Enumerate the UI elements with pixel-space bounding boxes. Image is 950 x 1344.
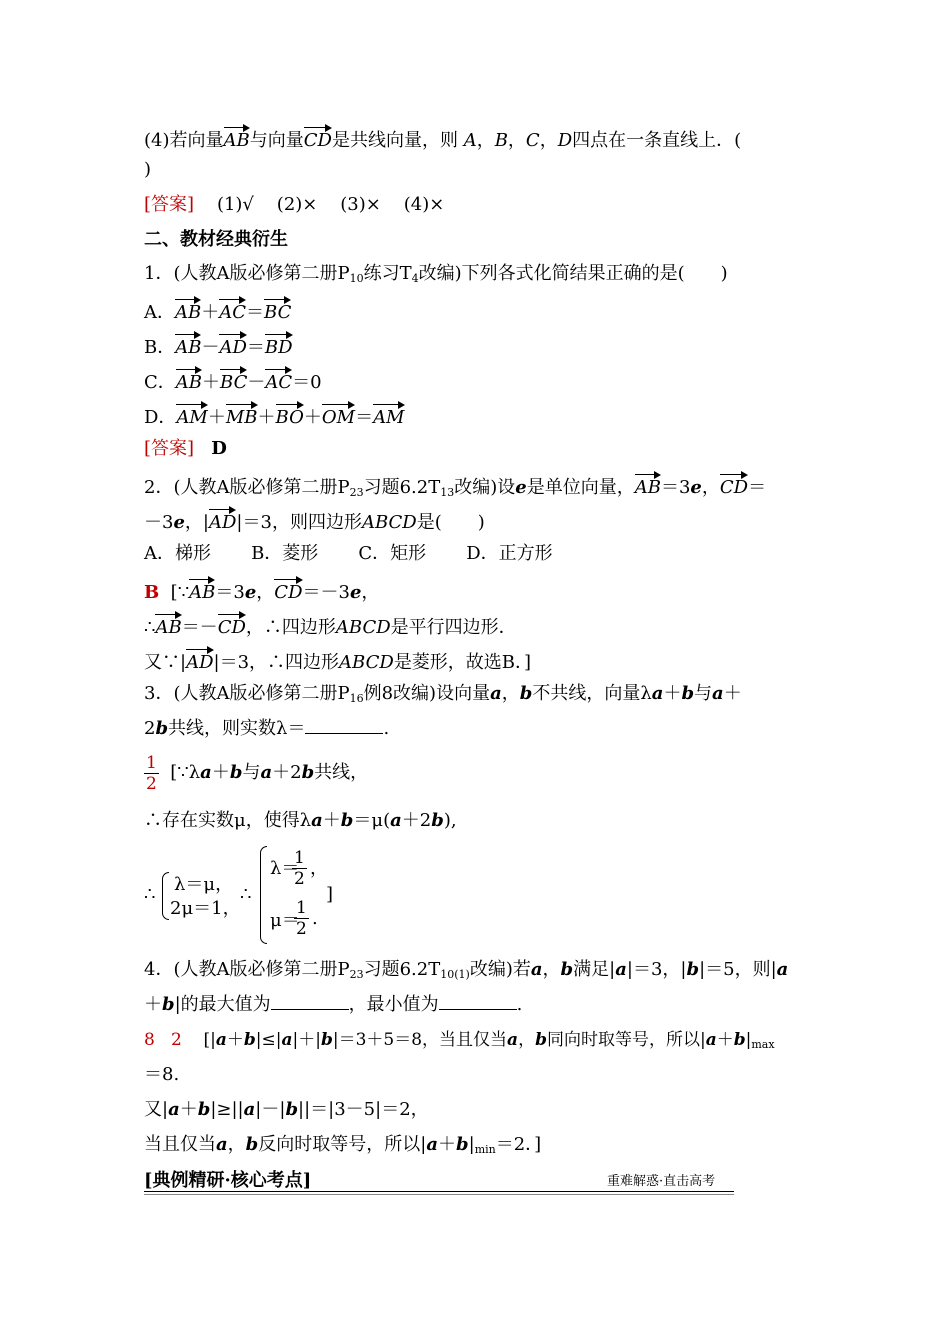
- text: 2μ＝1，: [170, 898, 241, 919]
- text: 又∵|: [144, 652, 187, 673]
- text: min: [474, 1143, 496, 1156]
- q3-solution-line2: [144, 809, 457, 833]
- point-B: B: [494, 130, 508, 151]
- text: |＋|: [292, 1030, 321, 1050]
- q2-solution-line1: [144, 577, 379, 605]
- text: .: [516, 994, 523, 1015]
- text: λ＝: [270, 858, 300, 879]
- text: 4．(人教A版必修第二册P: [144, 959, 350, 980]
- text: 共线，则实数λ＝: [168, 718, 306, 739]
- text: a: [426, 1134, 439, 1155]
- text: 2: [294, 869, 305, 889]
- q1-option-b: B．AB－AD＝BD: [144, 332, 293, 360]
- vector-AB: AB: [176, 367, 202, 395]
- text: ]: [326, 884, 334, 905]
- text: b: [155, 718, 169, 739]
- text: 是( ): [416, 512, 485, 533]
- vector-CD: CD: [218, 612, 246, 640]
- text: 1．(人教A版必修第二册P: [144, 263, 350, 284]
- text: ＋2: [401, 810, 432, 831]
- text: 反向时取等号，所以|: [258, 1134, 427, 1155]
- text: .: [312, 908, 318, 929]
- text: ＝: [748, 477, 767, 498]
- vector-AC: AC: [265, 367, 292, 395]
- vector-BD: BD: [265, 332, 293, 360]
- answer-value: D: [211, 438, 227, 459]
- text: ＋: [144, 994, 162, 1015]
- text: 1: [294, 848, 305, 868]
- text: e: [244, 582, 257, 603]
- vector-BC: BC: [264, 297, 291, 325]
- text: ，: [256, 582, 275, 603]
- text: b: [229, 762, 243, 783]
- vector-AM: AM: [176, 402, 207, 430]
- text: ||＝|3－5|＝2，: [298, 1099, 429, 1120]
- text: b: [686, 959, 700, 980]
- answer-3: (3)×: [340, 194, 381, 215]
- text: [∵: [170, 582, 190, 603]
- text: ): [144, 159, 152, 180]
- text: a: [490, 683, 502, 704]
- text: 2: [146, 773, 157, 794]
- vector-MB: MB: [226, 402, 258, 430]
- q1-option-d: D．AM＋MB＋BO＋OM＝AM: [144, 402, 405, 430]
- text: A．: [144, 302, 175, 323]
- text: 2．(人教A版必修第二册P: [144, 477, 350, 498]
- vector-AB: AB: [175, 297, 201, 325]
- text: 练习T: [363, 263, 412, 284]
- text: ＋: [179, 1099, 198, 1120]
- vector-AD: AD: [186, 647, 213, 675]
- text: a: [216, 1134, 228, 1155]
- text: a: [615, 959, 627, 980]
- text: |: [468, 1134, 475, 1155]
- item4-line1: (4)若向量AB与向量CD是共线向量，则 A，B，C，D四点在一条直线上．(: [144, 125, 741, 153]
- vector-CD: CD: [274, 577, 302, 605]
- text: ＋: [226, 1030, 244, 1050]
- text: 2: [144, 718, 156, 739]
- vector-AD: AD: [219, 332, 246, 360]
- text: ，: [227, 1134, 246, 1155]
- text: 习题6.2T: [363, 477, 441, 498]
- text: |的最大值为: [174, 994, 271, 1015]
- text: ＝3: [215, 582, 245, 603]
- text: 1: [146, 752, 157, 773]
- text: ，: [361, 582, 380, 603]
- item4-num: (4): [144, 130, 170, 151]
- text: ＝0: [292, 372, 322, 393]
- text: D．: [144, 407, 177, 428]
- q2-stem-line2: [144, 507, 485, 535]
- text: b: [431, 810, 444, 831]
- answer-tag: [答案]: [144, 438, 195, 459]
- q3-solution-line1: [144, 752, 368, 794]
- answer-tag: [答案]: [144, 194, 195, 215]
- q4-solution-line2: [144, 1063, 179, 1087]
- text: 13: [440, 486, 455, 499]
- text: 4: [411, 272, 419, 285]
- text: λ＝μ，: [174, 874, 234, 895]
- answer-value: B: [144, 582, 160, 603]
- vector-AB: AB: [155, 612, 181, 640]
- answer-fraction: [144, 753, 159, 794]
- text: ∴存在实数μ，使得λ: [144, 810, 312, 831]
- text: 与向量: [249, 130, 304, 151]
- text: 例8改编)设向量: [363, 683, 491, 704]
- vector-CD: CD: [720, 472, 748, 500]
- text: max: [751, 1038, 775, 1051]
- text: 1: [296, 898, 307, 918]
- point-D: D: [557, 130, 573, 151]
- answer-blank: [305, 717, 383, 734]
- text: ＋: [663, 683, 682, 704]
- equation-system: [144, 846, 344, 946]
- text: 同向时取等号，所以|: [546, 1030, 706, 1050]
- text: a: [243, 1099, 256, 1120]
- text: μ＝: [270, 910, 300, 931]
- text: a: [311, 810, 323, 831]
- text: 是单位向量，: [526, 477, 635, 498]
- text: 23: [349, 486, 364, 499]
- text: a: [712, 683, 724, 704]
- text: ＋2: [272, 762, 302, 783]
- text: ＋: [716, 1030, 734, 1050]
- left-brace: [260, 846, 267, 944]
- text: B．: [144, 337, 176, 358]
- text: ＝－: [181, 617, 218, 638]
- text: ＋: [438, 1134, 457, 1155]
- text: －3: [144, 512, 174, 533]
- text: b: [285, 1099, 299, 1120]
- text: 10: [349, 272, 364, 285]
- vector-AB: AB: [175, 332, 201, 360]
- vector-AC: AC: [219, 297, 246, 325]
- q4-solution-line4: [144, 1133, 541, 1162]
- text: e: [349, 582, 362, 603]
- text: e: [690, 477, 702, 498]
- text: e: [173, 512, 185, 533]
- q4-solution-line1: [144, 1028, 775, 1057]
- text: A．梯形: [144, 543, 211, 564]
- text: e: [515, 477, 527, 498]
- vector-CD: CD: [304, 125, 332, 153]
- text: ＝8.: [144, 1064, 180, 1085]
- vector-BC: BC: [220, 367, 247, 395]
- section-heading: 二、教材经典衍生: [144, 229, 288, 250]
- text: 若向量: [169, 130, 224, 151]
- text: ，: [518, 1030, 536, 1050]
- vector-AB: AB: [224, 125, 250, 153]
- vector-AM: AM: [373, 402, 404, 430]
- text: |: [745, 1030, 752, 1050]
- text: 与: [694, 683, 713, 704]
- text: b: [340, 810, 354, 831]
- text: ，: [310, 858, 328, 879]
- text: a: [168, 1099, 180, 1120]
- text: b: [197, 1099, 211, 1120]
- text: 共线，: [314, 762, 369, 783]
- text: b: [535, 1030, 547, 1050]
- text: [|: [203, 1030, 216, 1050]
- text: a: [260, 762, 273, 783]
- q2-solution-line2: [144, 612, 517, 640]
- text: 不共线，向量λ: [532, 683, 652, 704]
- q1-option-a: A．AB＋AC＝BC: [144, 297, 291, 325]
- q2-solution-line3: [144, 647, 531, 675]
- q4-stem-line2: [144, 993, 522, 1017]
- text: a: [530, 959, 543, 980]
- q2-stem-line1: [144, 472, 766, 505]
- text: ，|: [184, 512, 209, 533]
- text: 是菱形，故选B．]: [393, 652, 532, 673]
- text: 改编)若: [469, 959, 531, 980]
- text: 改编)下列各式化简结果正确的是( ): [418, 263, 728, 284]
- text: 是平行四边形．: [390, 617, 517, 638]
- text: ＋: [723, 683, 742, 704]
- text: ，: [501, 683, 520, 704]
- answer-blank: [439, 993, 517, 1010]
- vector-AB: AB: [189, 577, 215, 605]
- text: 3．(人教A版必修第二册P: [144, 683, 350, 704]
- text: ，: [701, 477, 720, 498]
- answer-value: 8: [144, 1030, 155, 1050]
- q1-option-c: C．AB＋BC－AC＝0: [144, 367, 322, 395]
- fraction-half: [292, 848, 307, 889]
- text: 23: [349, 968, 364, 981]
- text: b: [245, 1134, 259, 1155]
- text: a: [390, 810, 402, 831]
- text: b: [681, 683, 695, 704]
- text: 2: [296, 919, 307, 939]
- text: ∴: [240, 884, 252, 905]
- q1-stem: [144, 262, 728, 291]
- answer-1: (1)√: [216, 194, 254, 215]
- text: |－|: [255, 1099, 286, 1120]
- text: [∵λ: [170, 762, 201, 783]
- fraction-half: [294, 898, 309, 939]
- answer-4: (4)×: [403, 194, 445, 215]
- text: |≥||: [210, 1099, 244, 1120]
- text: 又|: [144, 1099, 169, 1120]
- vector-BO: BO: [276, 402, 304, 430]
- text: ，: [542, 959, 561, 980]
- divider: [144, 1194, 734, 1195]
- text: 习题6.2T: [363, 959, 441, 980]
- left-brace: [162, 872, 169, 920]
- text: b: [301, 762, 315, 783]
- text: ＋: [211, 762, 230, 783]
- text: D．正方形: [466, 543, 553, 564]
- q4-stem-line1: [144, 958, 788, 987]
- text: b: [320, 1030, 333, 1050]
- q3-stem-line1: [144, 682, 742, 711]
- vector-AD: AD: [209, 507, 236, 535]
- text: 与: [242, 762, 261, 783]
- text: .: [383, 718, 390, 739]
- text: 10(1): [440, 968, 470, 981]
- answer-row-1: [144, 193, 444, 217]
- text: ∴: [144, 617, 156, 638]
- q4-solution-line3: [144, 1098, 429, 1122]
- text: ＝3: [660, 477, 691, 498]
- text: ABCD: [335, 617, 391, 638]
- answer-blank: [271, 993, 349, 1010]
- text: b: [243, 1030, 256, 1050]
- answer-value: 2: [171, 1030, 182, 1050]
- text: |＝5，则|: [699, 959, 777, 980]
- text: b: [162, 994, 175, 1015]
- text: ，∴四边形: [245, 617, 336, 638]
- text: ∴: [144, 884, 156, 905]
- q3-stem-line2: [144, 717, 389, 741]
- text: ABCD: [339, 652, 394, 673]
- text: |＝3，∴四边形: [213, 652, 340, 673]
- text: ＝－3: [302, 582, 350, 603]
- text: 满足|: [573, 959, 616, 980]
- text: ，最小值为: [348, 994, 439, 1015]
- text: a: [651, 683, 664, 704]
- item4-line2: [144, 158, 151, 182]
- text: ),: [443, 810, 457, 831]
- text: |＝3，则四边形: [236, 512, 362, 533]
- text: ABCD: [361, 512, 417, 533]
- text: ＝2．]: [495, 1134, 542, 1155]
- text: 当且仅当: [144, 1134, 216, 1155]
- text: 是共线向量，则: [331, 130, 458, 151]
- text: a: [705, 1030, 717, 1050]
- text: a: [200, 762, 212, 783]
- point-A: A: [463, 130, 477, 151]
- text: b: [560, 959, 574, 980]
- divider: [144, 1191, 734, 1192]
- text: b: [519, 683, 533, 704]
- text: C．: [144, 372, 176, 393]
- point-C: C: [525, 130, 540, 151]
- text: a: [215, 1030, 227, 1050]
- text: |≤|: [255, 1030, 282, 1050]
- section-banner-subtitle: 重难解惑·直击高考: [607, 1174, 716, 1189]
- vector-AB: AB: [635, 472, 661, 500]
- text: 改编)设: [454, 477, 516, 498]
- text: a: [507, 1030, 519, 1050]
- answer-2: (2)×: [276, 194, 318, 215]
- text: ＋: [322, 810, 341, 831]
- text: 16: [349, 692, 364, 705]
- text: b: [456, 1134, 469, 1155]
- section-banner-title: [典例精研·核心考点]: [144, 1170, 312, 1191]
- q2-options: [144, 542, 553, 566]
- text: b: [733, 1030, 746, 1050]
- text: ＝μ(: [353, 810, 391, 831]
- vector-OM: OM: [322, 402, 355, 430]
- text: C．矩形: [358, 543, 427, 564]
- text: a: [281, 1030, 293, 1050]
- text: a: [776, 959, 789, 980]
- q1-answer: [144, 437, 227, 461]
- text: B．菱形: [251, 543, 319, 564]
- text: |＝3＋5＝8，当且仅当: [332, 1030, 508, 1050]
- text: 四点在一条直线上．(: [572, 130, 742, 151]
- text: |＝3，|: [626, 959, 687, 980]
